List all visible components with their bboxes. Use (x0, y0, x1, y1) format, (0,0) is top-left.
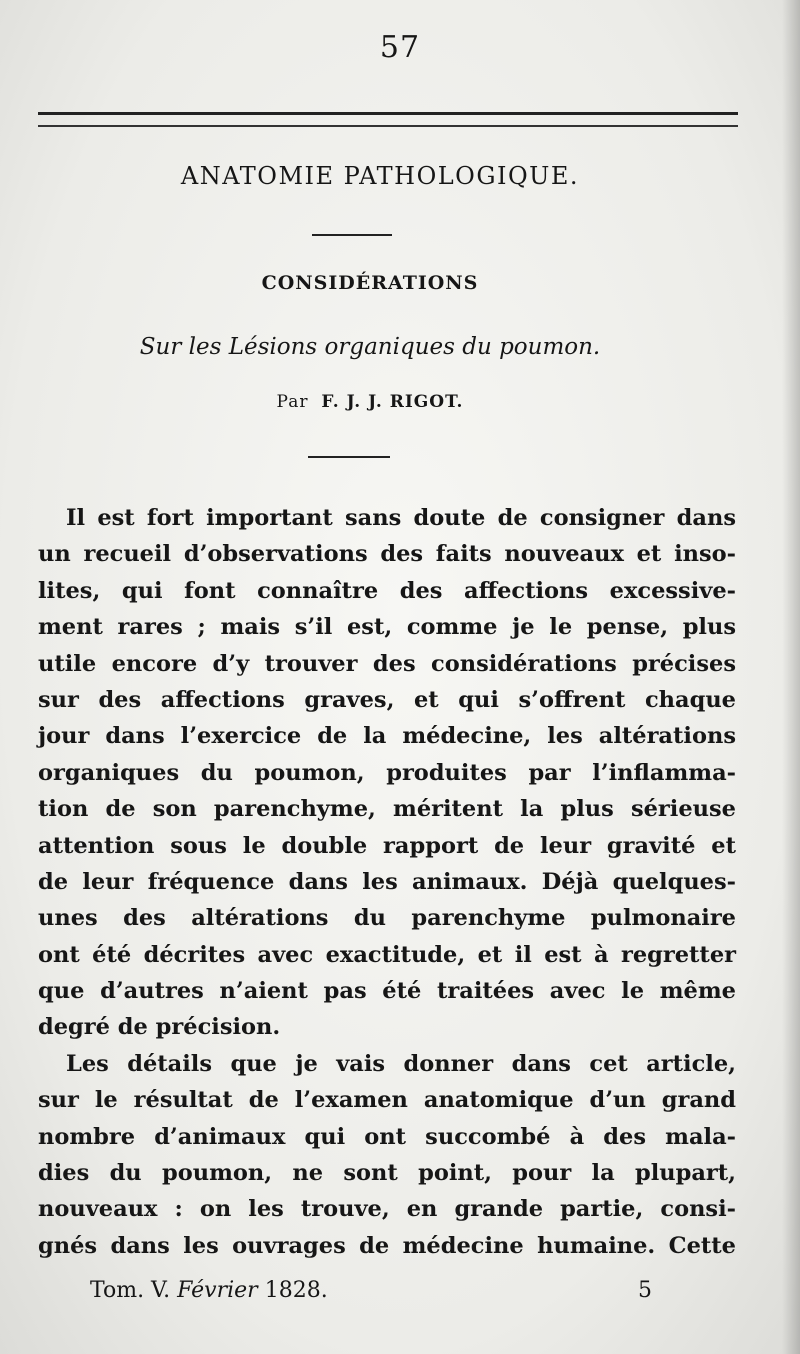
body-line: nouveaux : on les trouve, en grande partie, consi- (38, 1196, 736, 1223)
author-name: F. J. J. RIGOT. (321, 392, 464, 412)
body-line: tion de son parenchyme, méritent la plus sérieuse (38, 796, 736, 823)
author-prefix: Par (276, 392, 309, 412)
section-title: ANATOMIE PATHOLOGIQUE. (180, 162, 580, 190)
body-line: de leur fréquence dans les animaux. Déjà quelques- (38, 868, 736, 895)
body-line: ont été décrites avec exactitude, et il est à regretter (38, 941, 736, 968)
title-separator-rule (312, 234, 392, 236)
body-line: unes des altérations du parenchyme pulmonaire (38, 905, 736, 932)
footer-year: 1828. (264, 1278, 328, 1303)
body-line: jour dans l’exercice de la médecine, les altérations (38, 723, 736, 750)
footer-month: Février (177, 1278, 258, 1303)
body-line: dies du poumon, ne sont point, pour la plupart, (38, 1160, 736, 1187)
body-line: Il est fort important sans doute de consigner dans (66, 505, 736, 531)
page-edge-shadow (782, 0, 800, 1354)
header-double-rule (38, 112, 738, 127)
body-line: organiques du poumon, produites par l’inflamma- (38, 759, 736, 786)
article-subhead: Sur les Lésions organiques du poumon. (139, 334, 601, 360)
author-line (0, 392, 740, 412)
footer-signature: 5 (638, 1278, 652, 1303)
body-line: ment rares ; mais s’il est, comme je le pense, plus (38, 614, 736, 641)
body-line: utile encore d’y trouver des considérations précises (38, 650, 736, 677)
body-line: sur le résultat de l’examen anatomique d’un grand (38, 1087, 736, 1114)
body-line: gnés dans les ouvrages de médecine humaine. Cette (38, 1232, 736, 1259)
body-line: Les détails que je vais donner dans cet article, (66, 1050, 736, 1077)
footer-tome: Tom. V. (90, 1278, 171, 1303)
body-line: un recueil d’observations des faits nouveaux et inso- (38, 541, 736, 568)
body-line: sur des affections graves, et qui s’offrent chaque (38, 686, 736, 713)
article-body (38, 500, 736, 1264)
body-line: nombre d’animaux qui ont succombé à des mala- (38, 1123, 736, 1150)
body-line: que d’autres n’aient pas été traitées avec le même (38, 978, 736, 1005)
body-line: attention sous le double rapport de leur gravité et (38, 832, 736, 859)
author-separator-rule (308, 456, 390, 458)
page-number: 57 (379, 30, 421, 65)
body-line: degré de précision. (38, 1014, 281, 1041)
body-line: lites, qui font connaître des affections excessive- (38, 577, 736, 604)
article-subtitle: CONSIDÉRATIONS (261, 272, 479, 294)
page-footer (90, 1278, 670, 1303)
